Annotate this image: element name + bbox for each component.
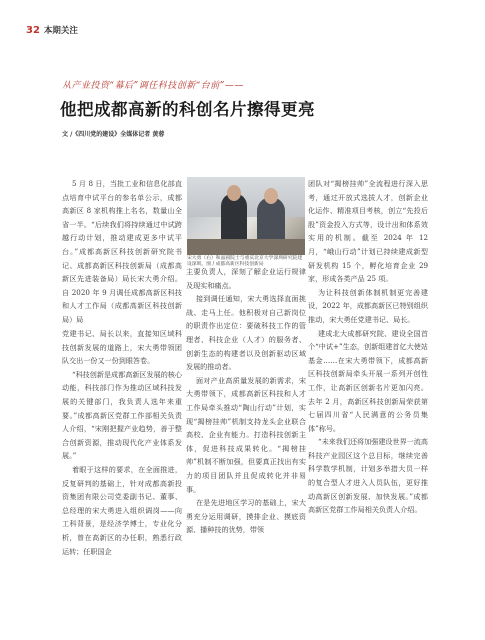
- column-3: [308, 177, 428, 517]
- article-title: 他把成都高新的科创名片擦得更亮: [60, 100, 315, 119]
- column-2-body: [186, 265, 306, 537]
- section-name: 本期关注: [43, 26, 78, 36]
- article-photo: [187, 177, 305, 255]
- photo-head-right: [264, 188, 278, 204]
- kicker-line: 从产业投资“幕后”调任科技创新“台前”——: [62, 81, 244, 91]
- column-1-top: [62, 177, 182, 327]
- paragraph: “未来我们还将加强建设世界一流高科技产业园区这个总目标，继续完善科学数学机制，计划多举措大员一样的复合型人才进入人员队伍，更好推动高新区创新发展、加快发展。”成都高新区党群工作局相关负责人介绍。: [308, 437, 428, 515]
- photo-caption: 宋大勇（右）和晶圆院士与重庆北京大学深圳研究院建设深圳。图 / 成都高新区科技创新局: [187, 256, 303, 268]
- page-number: 32: [26, 25, 40, 36]
- page-header: [26, 24, 78, 36]
- paragraph: 主要负责人，深刻了解企业运行规律及现实和痛点。: [186, 267, 306, 290]
- paragraph: 5 月 8 日，当批工业和信息化部直点培育中试平台的参名单公示，成都高新区 8 家机构推上名名，数量山全省一半。“后续我们将持续通过中试跨越行动计划，推动建成更多中试平台。”成都高新区科技创新研究院书记、成都高新区科技创新局（成都高新区先进装备局）局长宋大勇介绍。自 2020 年 9 月调任成都高新区科技和人才工作局（成都高新区科技创新局）局: [62, 179, 182, 324]
- paragraph: 面对产业高质量发展的新需求，宋大勇带领下，成都高新区科技和人才工作局牵头推动“陶山行动”计划，实现“揭榜挂帅”机制支持龙头企业联合高校、企业有能力。打造科技创新主体，促进科技成果转化。“揭榜挂帅”机制不断加强，但要真正找出有实力的项目团队并且促成转化并非易事。: [186, 375, 306, 494]
- paragraph: 在是先进地区学习的基础上，宋大勇充分运用调研，摸排企业、摸底资源、播种技的优势，带领: [186, 498, 306, 535]
- paragraph: 接到调任通知，宋大勇选择直面挑战、走马上任。他积极对自己新岗位的职责作出定位：要破科技工作的管理者、科技企业（人才）的服务者、创新生态的构建者以及创新驱动区域发展的推动者。: [186, 294, 306, 372]
- photo-head-left: [227, 185, 241, 201]
- paragraph: 建成北大成都研究院、建设全国首个“中试+”生态，创新组建首亿大使站基金……在宋大勇带领下，成都高新区科技创新局牵头开展一系列开创性工作，让高新区创新名片更加闪亮。去年 2 月，高新区科技创新局荣获第七届四川省“人民满意的公务员集体”称号。: [308, 328, 428, 433]
- paragraph: 团队对“揭榜挂帅”全流程进行深入思考，通过开放式选拔人才，创新企业化运作、精准项目考核，创立“先投后股”资金投入方式等，设计出和体系效实用的机制。截至 2024 年 12 月，“峨山行动”计划已持续建成新型研发机构 15 个，孵化培育企业 29 家，形成各类产品 25 项。: [308, 179, 428, 284]
- paragraph: 党建书记、局长以来，直接知区域科技创新发展的道路上，宋大勇带领团队交出一份又一份到眼答卷。: [62, 329, 182, 366]
- paragraph: “科技创新是成都高新区发展的核心动能，科技部门作为推动区域科技发展的关键部门，我负责人选年来重要。”成都高新区党群工作部相关负责人介绍，“宋刚把握产业趋势，善于整合创新资源，推动现代化产业体系发展。”: [62, 369, 182, 461]
- photo-desk: [187, 239, 305, 255]
- column-1-bottom: [62, 327, 182, 558]
- paragraph: 着眼于这样的要求，在全面推进，反复研判的基础上，针对成都高新投资集团有限公司党委副书记、董事、总经理的宋大勇进入组织调岗——向工科背景，是经济学博士，专业化分析，曾在高新区的办任职，熟悉行政运转；任职国企: [62, 464, 182, 556]
- byline: 文 /《四川党的建设》全媒体记者 黄蓉: [62, 131, 165, 138]
- paragraph: 为让科技创新体制机制更完善建设，2022 年，成都高新区已特别组织推动，宋大勇任党建书记、局长。: [308, 287, 428, 324]
